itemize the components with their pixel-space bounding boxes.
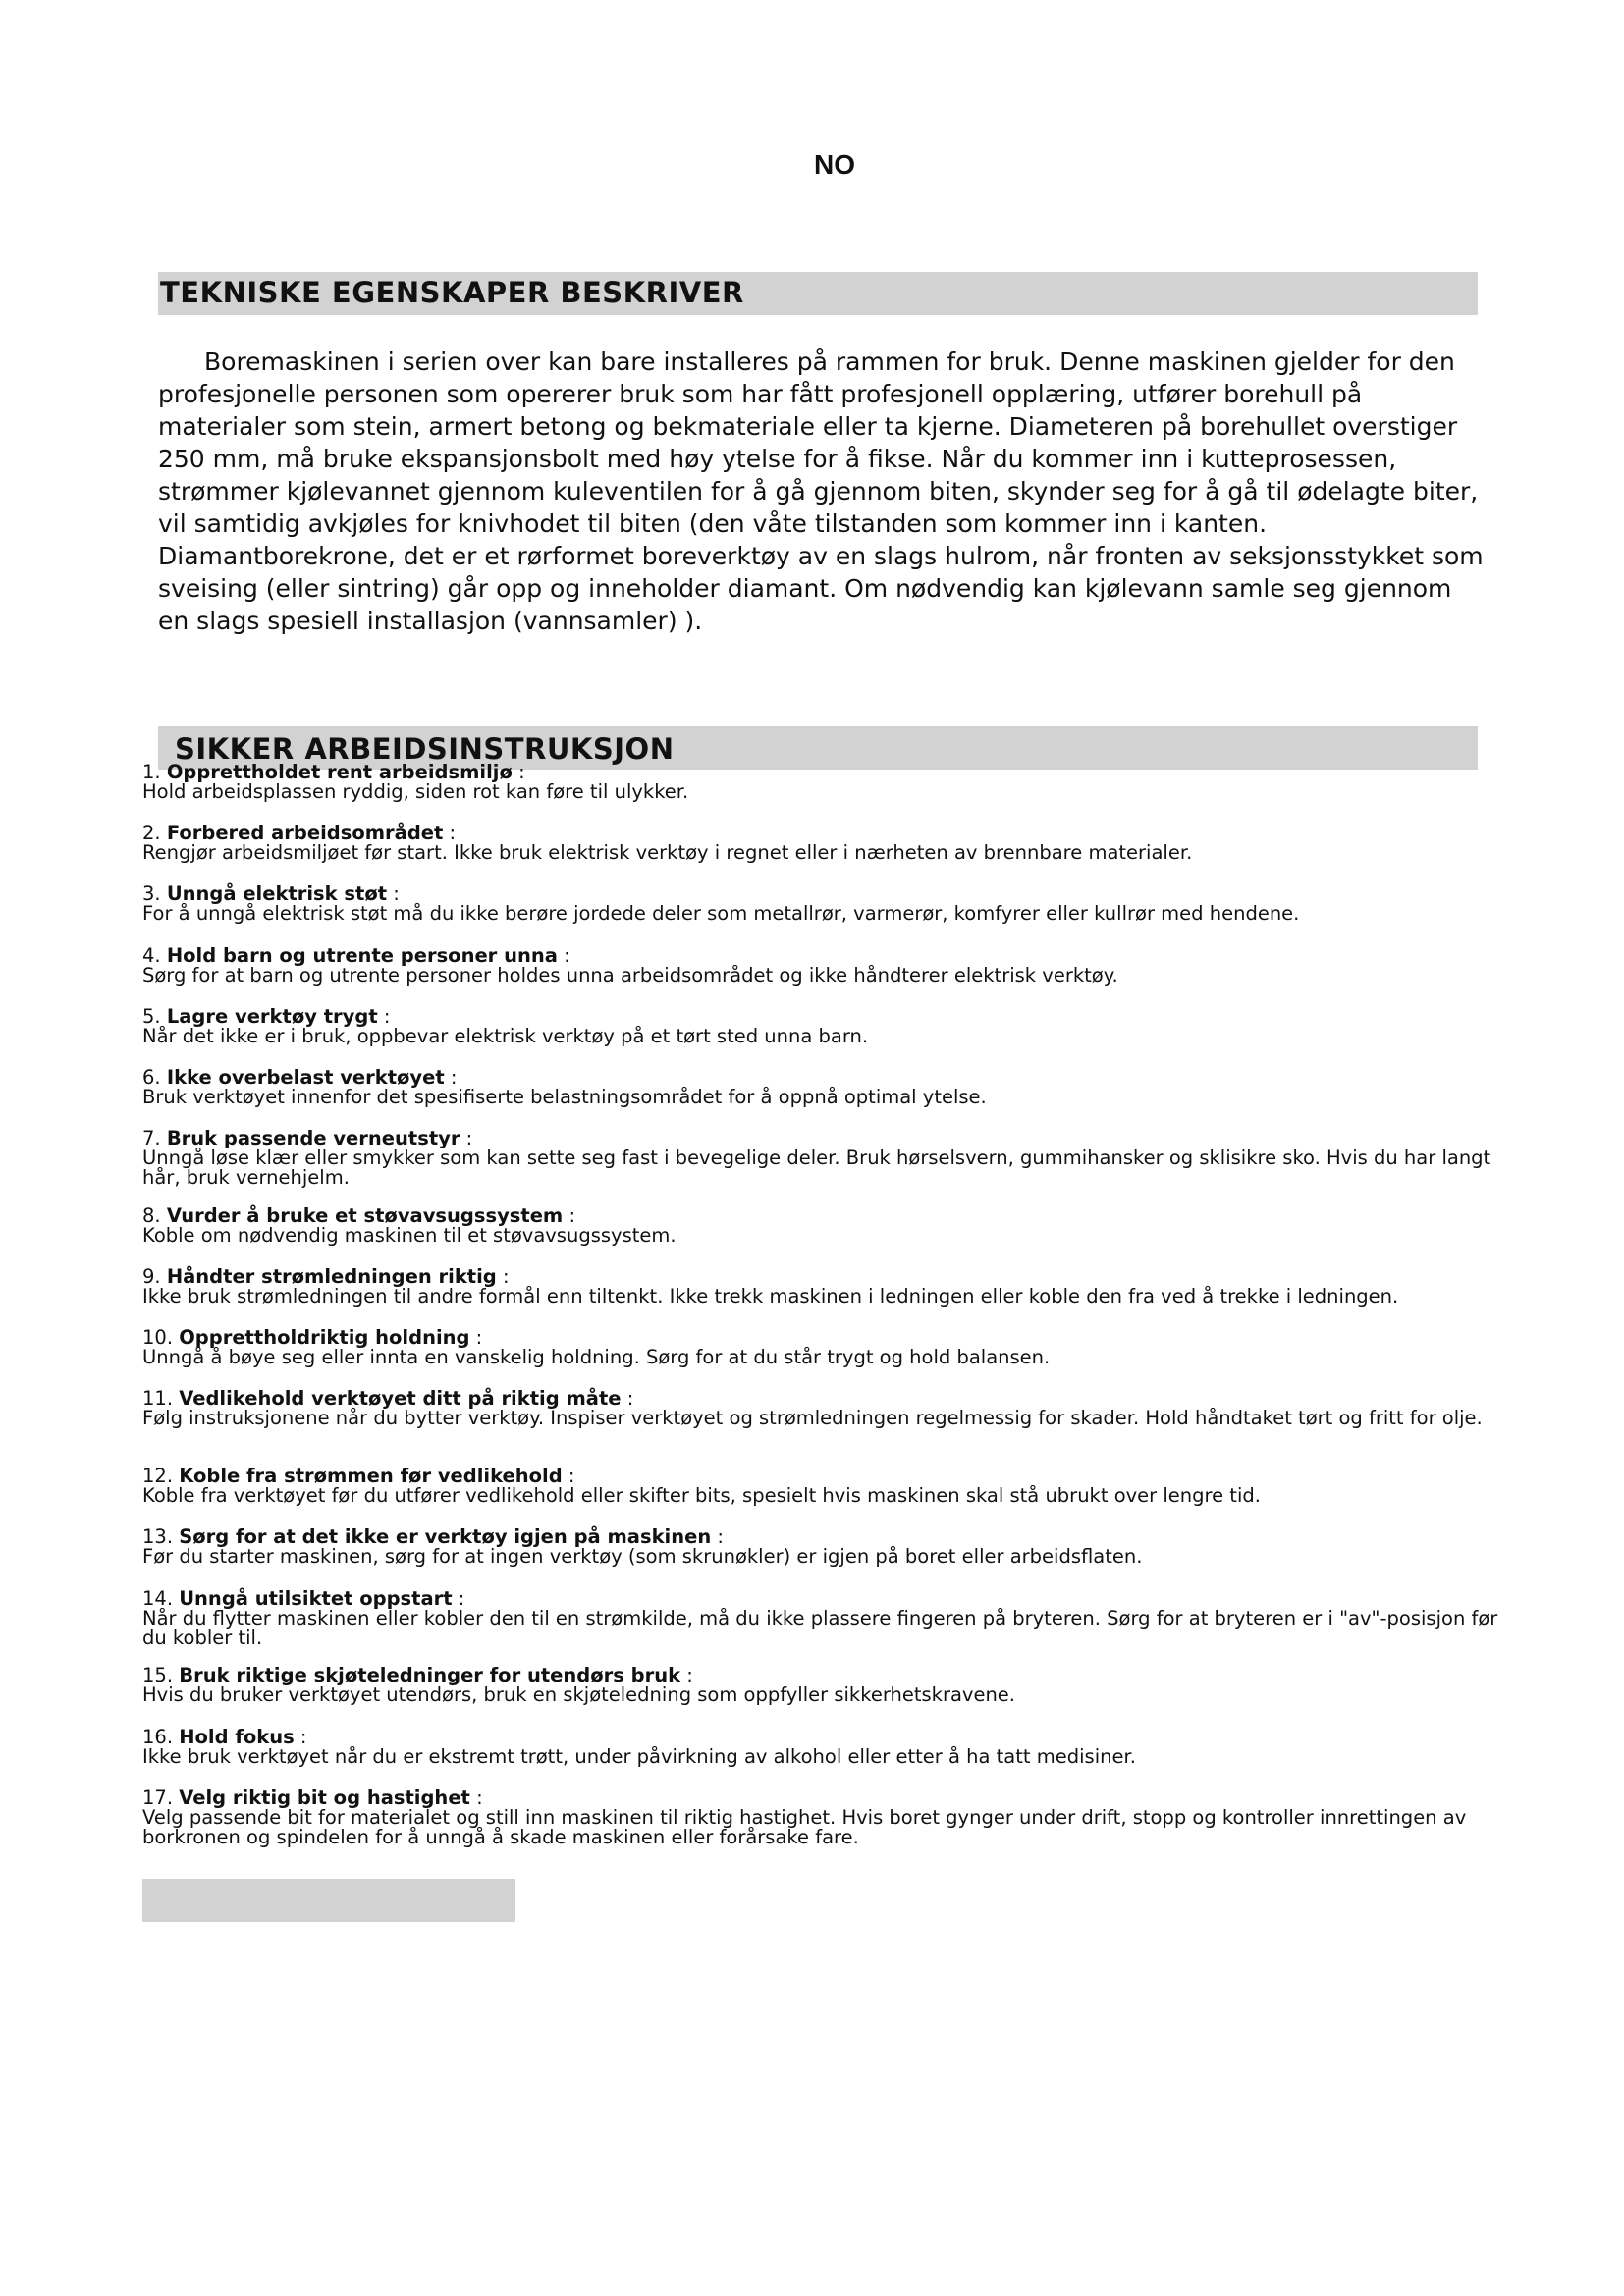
list-item [142,1004,1517,1068]
item-number: 9. [142,1265,161,1289]
list-item [142,1666,1517,1727]
section-title-safety: SIKKER ARBEIDSINSTRUKSJON [175,732,675,766]
item-body: Koble fra verktøyet før du utfører vedlikehold eller skifter bits, spesielt hvis maskinen skal stå ubrukt over lengre tid. [142,1484,1261,1508]
list-item [142,1389,1517,1467]
item-suffix: : [680,1664,693,1687]
item-suffix: : [469,1326,483,1350]
item-heading: Håndter strømledningen riktig [166,1265,497,1289]
safety-instructions-list [142,763,1517,1866]
item-body: Bruk verktøyet innenfor det spesifiserte belastningsområdet for å oppnå optimal ytelse. [142,1085,987,1108]
item-number: 4. [142,943,161,967]
language-code: NO [814,149,855,180]
item-body: Unngå løse klær eller smykker som kan sette seg fast i bevegelige deler. Bruk hørselsvern, gummihansker og sklisikre sko. Hvis du har langt hår, bruk vernehjelm. [142,1147,1491,1190]
item-heading: Opprettholdet rent arbeidsmiljø [166,761,513,783]
item-heading: Opprettholdriktig holdning [179,1326,470,1350]
item-suffix: : [562,1465,575,1488]
item-suffix: : [557,943,570,967]
item-body: Når det ikke er i bruk, oppbevar elektrisk verktøy på et tørt sted unna barn. [142,1024,869,1047]
item-suffix: : [452,1586,465,1610]
item-suffix: : [469,1786,483,1809]
list-item [142,884,1517,945]
list-item [142,943,1517,1007]
item-suffix: : [444,1065,458,1089]
item-body: For å unngå elektrisk støt må du ikke berøre jordede deler som metallrør, varmerør, komfyrer eller kullrør med hendene. [142,902,1300,926]
list-item [142,1065,1517,1129]
item-body: Hvis du bruker verktøyet utendørs, bruk en skjøteledning som oppfyller sikkerhetskravene. [142,1683,1016,1707]
item-heading: Ikke overbelast verktøyet [166,1065,445,1089]
list-item [142,1129,1517,1206]
item-number: 16. [142,1725,174,1748]
item-number: 6. [142,1065,161,1089]
item-body: Unngå å bøye seg eller innta en vanskelig holdning. Sørg for at du står trygt og hold balansen. [142,1346,1051,1369]
item-number: 1. [142,761,161,783]
description-paragraph: Boremaskinen i serien over kan bare installeres på rammen for bruk. Denne maskinen gjelder for den profesjonelle personen som opererer bruk som har fått profesjonell opplæring, utfører borehull på materialer som stein, armert betong og bekmateriale eller ta kjerne. Diameteren på borehullet overstiger 250 mm, må bruke ekspansjonsbolt med høy ytelse for å fikse. Når du kommer inn i kutteprosessen, strømmer kjølevannet gjennom kuleventilen for å gå gjennom biten, skynder seg for å gå til ødelagte biter, vil samtidig avkjøles for knivhodet til biten (den våte tilstanden som kommer inn i kanten. [158,347,1479,538]
list-item [142,1586,1517,1667]
item-heading: Vedlikehold verktøyet ditt på riktig måte [179,1387,622,1411]
item-body: Når du flytter maskinen eller kobler den til en strømkilde, må du ikke plassere fingeren på bryteren. Sørg for at bryteren er i "av"-posisjon før du kobler til. [142,1606,1498,1649]
item-number: 8. [142,1203,161,1227]
item-suffix: : [563,1203,576,1227]
item-body: Før du starter maskinen, sørg for at ingen verktøy (som skrunøkler) er igjen på boret eller arbeidsflaten. [142,1545,1143,1569]
item-heading: Bruk riktige skjøteledninger for utendørs bruk [179,1664,681,1687]
item-suffix: : [443,822,457,845]
item-number: 3. [142,882,161,906]
item-heading: Sørg for at det ikke er verktøy igjen på maskinen [179,1525,712,1549]
item-body: Sørg for at barn og utrente personer holdes unna arbeidsområdet og ikke håndterer elektrisk verktøy. [142,963,1118,987]
footer-bar [142,1879,515,1922]
list-item [142,824,1517,884]
item-number: 5. [142,1004,161,1028]
item-heading: Unngå elektrisk støt [166,882,388,906]
item-heading: Vurder å bruke et støvavsugssystem [166,1203,564,1227]
item-suffix: : [387,882,400,906]
item-number: 15. [142,1664,174,1687]
item-body: Følg instruksjonene når du bytter verktøy. Inspiser verktøyet og strømledningen regelmessig for skader. Hold håndtaket tørt og fritt for olje. [142,1407,1483,1430]
item-number: 14. [142,1586,174,1610]
item-suffix: : [711,1525,724,1549]
list-item [142,1725,1517,1789]
item-heading: Forbered arbeidsområdet [166,822,444,845]
item-heading: Unngå utilsiktet oppstart [179,1586,453,1610]
item-number: 10. [142,1326,174,1350]
technical-description [158,346,1484,637]
item-number: 13. [142,1525,174,1549]
item-number: 12. [142,1465,174,1488]
list-item [142,1267,1517,1328]
item-suffix: : [460,1127,473,1150]
item-suffix: : [496,1265,510,1289]
item-body: Velg passende bit for materialet og still inn maskinen til riktig hastighet. Hvis boret gynger under drift, stopp og kontroller innrettingen av borkronen og spindelen for å unngå å skade maskinen eller forårsake fare. [142,1805,1467,1848]
item-suffix: : [621,1387,634,1411]
item-suffix: : [377,1004,391,1028]
section-title-technical: TEKNISKE EGENSKAPER BESKRIVER [160,276,744,309]
list-item [142,1203,1517,1267]
item-heading: Hold fokus [179,1725,295,1748]
list-item [142,763,1517,824]
list-item [142,1328,1517,1389]
item-number: 2. [142,822,161,845]
item-body: Koble om nødvendig maskinen til et støvavsugssystem. [142,1223,677,1247]
item-suffix: : [294,1725,307,1748]
item-suffix: : [512,761,525,783]
description-paragraph: Diamantborekrone, det er et rørformet boreverktøy av en slags hulrom, når fronten av seksjonsstykket som sveising (eller sintring) går opp og inneholder diamant. Om nødvendig kan kjølevann samle seg gjennom en slags spesiell installasjon (vannsamler) ). [158,542,1484,635]
item-number: 17. [142,1786,174,1809]
list-item [142,1527,1517,1588]
item-heading: Bruk passende verneutstyr [166,1127,460,1150]
list-item [142,1467,1517,1527]
item-number: 11. [142,1387,174,1411]
item-body: Hold arbeidsplassen ryddig, siden rot kan føre til ulykker. [142,780,689,803]
item-heading: Koble fra strømmen før vedlikehold [179,1465,563,1488]
item-body: Rengjør arbeidsmiljøet før start. Ikke bruk elektrisk verktøy i regnet eller i nærheten av brennbare materialer. [142,841,1193,865]
item-heading: Velg riktig bit og hastighet [179,1786,470,1809]
list-item [142,1786,1517,1866]
item-number: 7. [142,1127,161,1150]
item-body: Ikke bruk verktøyet når du er ekstremt trøtt, under påvirkning av alkohol eller etter å ha tatt medisiner. [142,1744,1136,1768]
item-heading: Lagre verktøy trygt [166,1004,378,1028]
item-heading: Hold barn og utrente personer unna [166,943,558,967]
item-body: Ikke bruk strømledningen til andre formål enn tiltenkt. Ikke trekk maskinen i ledningen eller koble den fra ved å trekke i ledningen. [142,1285,1399,1308]
